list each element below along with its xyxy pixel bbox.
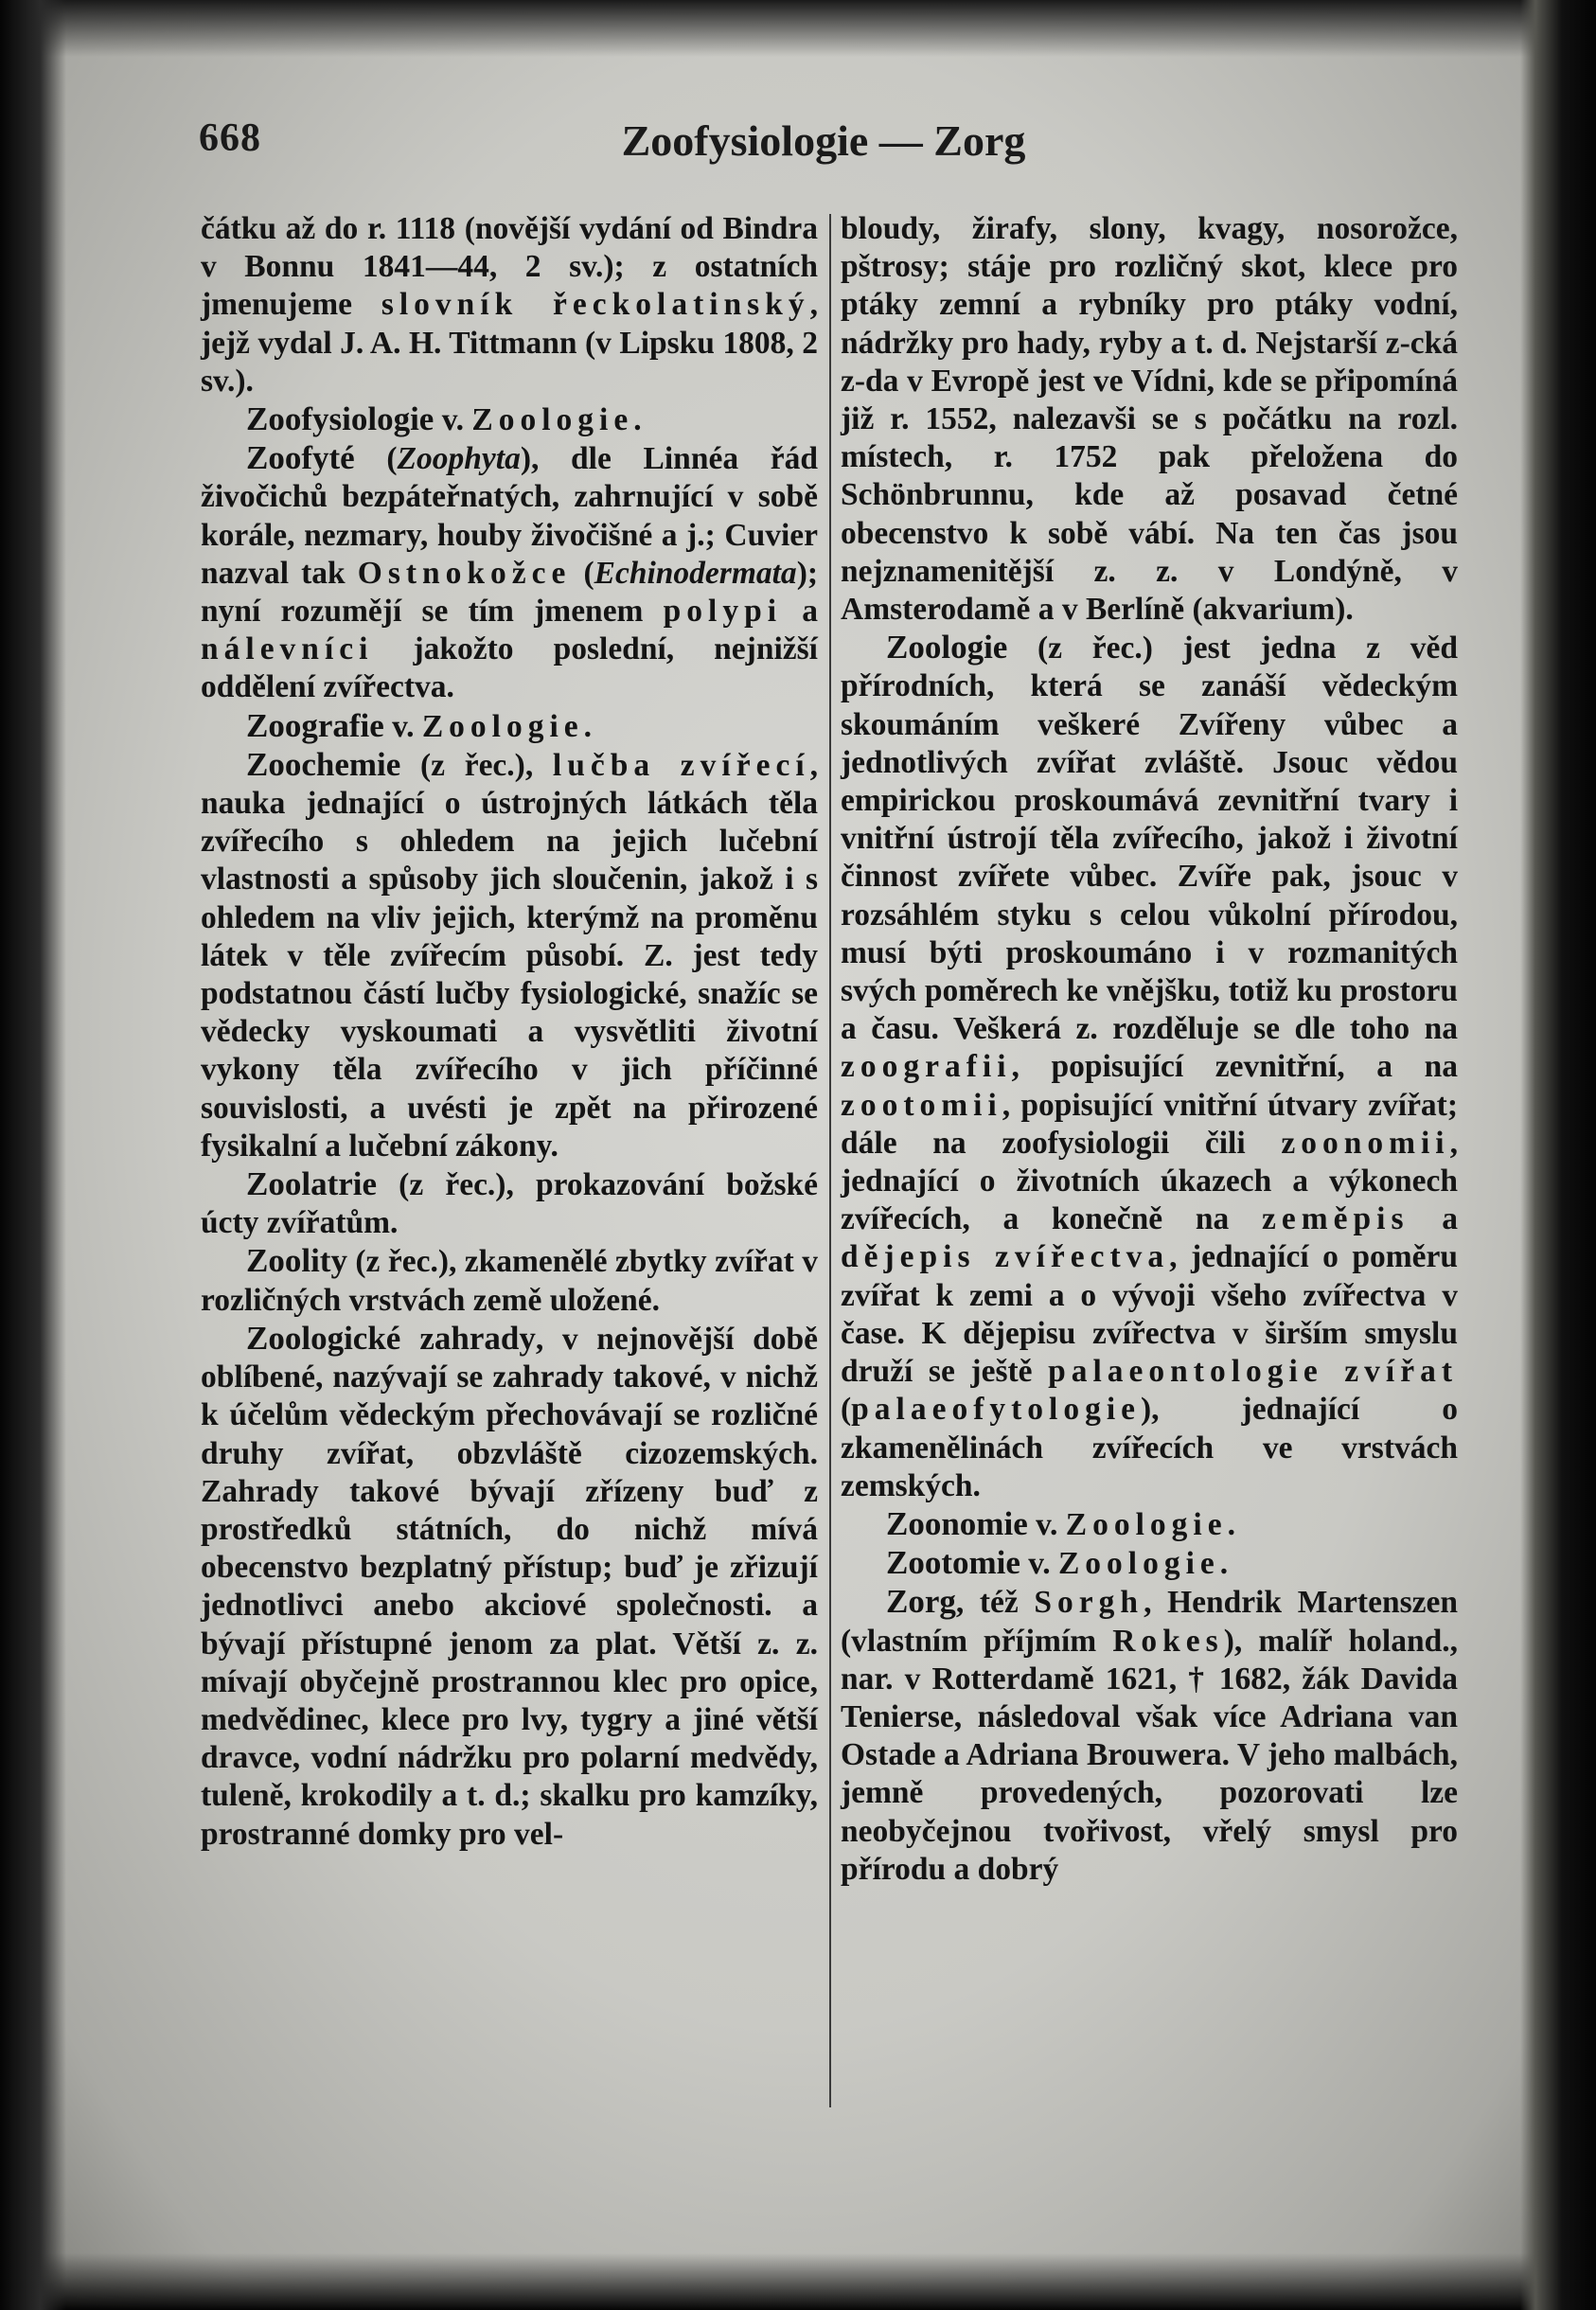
spaced-text: zootomii <box>841 1087 1002 1123</box>
text: ), jednající o zkamenělinách zvířecích ve vrstvách zemských. <box>841 1392 1458 1503</box>
entry-zoolatrie <box>201 1165 818 1242</box>
text: , v nejnovější době oblíbené, nazývají se zahrady takové, v nichž k účelům vědeckým přechovávají se rozličné druhy zvířat, obzvláště cizozemských. Zahrady takové bývají zřízeny buď z prostředků státních, do nichž mívá obecenstvo bezplatný přístup; buď je zřizují jednotlivci anebo akciové společnosti. a bývají přístupné jenom za plat. Větší z. z. mívají obyčejně prostrannou klec pro opice, medvědinec, klece pro lvy, tygry a jiné větší dravce, vodní nádržku pro polarní medvědy, tuleně, krokodily a t. d.; skalku pro kamzíky, prostranné domky pro vel- <box>201 1321 818 1852</box>
entry-zoonomie <box>841 1505 1458 1544</box>
column-divider <box>829 214 831 2107</box>
spaced-text: zoonomii <box>1281 1125 1450 1161</box>
spaced-text: nálevníci <box>201 631 374 667</box>
text: v. <box>383 708 422 744</box>
text: . <box>633 402 642 438</box>
text: ); nyní rozumějí se tím jmenem <box>201 555 818 630</box>
page-header <box>199 112 1448 169</box>
entry-zoofyte <box>201 439 818 706</box>
spaced-text: Zoologie <box>1065 1506 1228 1542</box>
text: . <box>1219 1546 1229 1582</box>
headword: Zoolity <box>246 1242 347 1280</box>
text: ( <box>841 1392 852 1428</box>
headword: Zoonomie <box>886 1504 1028 1542</box>
spaced-text: polypi <box>663 594 783 630</box>
spaced-text: zoografii <box>841 1049 1012 1085</box>
entry-zoologicke-zahrady <box>201 1320 818 1854</box>
text: , jednající o životních úkazech a výkonech zvířecích, a konečně na <box>841 1125 1458 1237</box>
text: , jednající o poměru zvířat k zemi a o vývoji všeho zvířectva v čase. K dějepisu zvířectva v širším smyslu druží se ještě <box>841 1239 1458 1390</box>
entry-zootomie <box>841 1544 1458 1583</box>
text: v. <box>434 402 472 438</box>
text: , popisující zevnitřní, a na <box>1011 1049 1458 1085</box>
headword: Zoochemie <box>246 745 401 783</box>
text: ), malíř holand., nar. v Rotterdamě 1621, † 1682, žák Davida Tenierse, následoval však více Adriana van Ostade a Adriana Brouwera. V jeho malbách, jemně provedených, pozorovati lze neobyčejnou tvořivost, vřelý smysl pro přírodu a dobrý <box>841 1623 1458 1887</box>
italic-text: Zoophyta <box>397 441 521 477</box>
spaced-text: palaeontologie zvířat <box>1048 1354 1458 1390</box>
page-number: 668 <box>199 116 261 160</box>
spaced-text: Zoologie <box>421 708 584 744</box>
spaced-text: dějepis zvířectva <box>841 1239 1170 1275</box>
entry-zoochemie <box>201 746 818 1165</box>
text: (z řec.), zkamenělé zbytky zvířat v rozličných vrstvách země uložené. <box>201 1244 818 1318</box>
text: v. <box>1020 1546 1058 1582</box>
text: ( <box>354 441 398 477</box>
spaced-text: zeměpis <box>1262 1201 1410 1237</box>
headword: Zoologie <box>886 629 1008 666</box>
text: . <box>583 708 593 744</box>
text: bloudy, žirafy, slony, kvagy, nosorožce, pštrosy; stáje pro rozličný skot, klece pro ptáky zemní a rybníky pro ptáky vodní, nádržky pro hady, ryby a t. d. Nejstarší z-cká z-da v Evropě jest ve Vídni, kde se připomíná již r. 1552, nalezavši se s počátku na rozl. místech, r. 1752 pak přeložena do Schönbrunnu, kde až posavad četné obecenstvo k sobě vábí. Na ten čas jsou nejznamenitější z. z. v Londýně, v Amsterodamě a v Berlíně (akvarium). <box>841 211 1458 628</box>
text: v. <box>1027 1506 1066 1542</box>
scan-shadow-top <box>0 0 1596 57</box>
text: (z řec.) jest jedna z věd přírodních, která se zanáší vědeckým skoumáním veškeré Zvířeny vůbec a jednotlivých zvířat zvláště. Jsouc vědou empirickou proskoumává zevnitřní tvary i vnitřní ústrojí těla zvířecího, jakož i životní činnost zvířete vůbec. Zvíře pak, jsouc v rozsáhlém styku s celou vůkolní přírodou, musí býti proskoumáno i v rozmanitých svých poměrech ke vnějšku, totiž ku prostoru a času. Veškerá z. rozděluje se dle toho na <box>841 631 1458 1047</box>
spaced-text: lučba zvířecí <box>552 747 810 783</box>
entry-zoografie <box>201 707 818 746</box>
spaced-text: slovník řeckolatinský <box>381 287 810 323</box>
spaced-text: Sorgh <box>1034 1585 1144 1621</box>
spaced-text: Zoologie <box>471 402 634 438</box>
right-column <box>841 210 1458 1889</box>
text: ), dle Linnéa řád živočichů bezpáteřnatých, zahrnující v sobě korále, nezmary, houby živočišné a j.; Cuvier nazval tak <box>201 441 818 591</box>
headword: Zootomie <box>886 1544 1020 1582</box>
text: čátku až do r. 1118 (novější vydání od Bindra v Bonnu 1841—44, 2 sv.); z ostatních jmenujeme <box>201 211 818 323</box>
headword: Zoolatrie <box>246 1165 378 1203</box>
entry-zoofysiologie <box>201 400 818 439</box>
scan-shadow-bottom <box>0 2253 1596 2310</box>
text: a <box>1409 1201 1458 1237</box>
text: a <box>782 594 819 630</box>
spaced-text: palaeofytologie <box>851 1392 1142 1428</box>
entry-zorg <box>841 1583 1458 1889</box>
text: , Hendrik Martenszen (vlastním příjmím <box>841 1585 1458 1659</box>
text: , nauka jednající o ústrojných látkách těla zvířecího s ohledem na jejich lučební vlastnosti a spůsoby jich sloučenin, jakož i s ohledem na vliv jejich, kterýmž na proměnu látek v těle zvířecím působí. Z. jest tedy podstatnou částí lučby fysiologické, snažíc se vědecky vyskoumati a vysvětliti životní vykony těla zvířecího v jich příčinné souvislosti, a uvésti je zpět na přirozené fysikalní a lučební zákony. <box>201 747 818 1164</box>
running-head: Zoofysiologie — Zorg <box>621 116 1026 165</box>
entry-zoologie <box>841 629 1458 1505</box>
headword: Zoografie <box>246 706 384 744</box>
left-column <box>201 210 818 1854</box>
spaced-text: Zoologie <box>1057 1546 1220 1582</box>
continuation-paragraph <box>841 210 1458 629</box>
text: jakožto poslední, nejnižší oddělení zvířectva. <box>201 631 818 705</box>
spaced-text: Rokes <box>1112 1623 1224 1659</box>
headword: Zoologické zahrady <box>246 1319 536 1357</box>
text: , jejž vydal J. A. H. Tittmann (v Lipsku 1808, 2 sv.). <box>201 287 818 399</box>
text: . <box>1227 1506 1235 1542</box>
text: (z řec.), <box>400 747 553 783</box>
text: , popisující vnitřní útvary zvířat; dále na zoofysiologii čili <box>841 1087 1458 1161</box>
continuation-paragraph <box>201 210 818 400</box>
headword: Zorg <box>886 1583 956 1621</box>
entry-zoolity <box>201 1242 818 1319</box>
text: ( <box>571 555 594 591</box>
text: (z řec.), prokazování božské úcty zvířatům. <box>201 1167 818 1241</box>
scan-shadow-left <box>0 0 66 2310</box>
headword: Zoofysiologie <box>246 400 434 438</box>
italic-text: Echinodermata <box>594 555 797 591</box>
spaced-text: Ostnokožce <box>357 555 572 591</box>
text: , též <box>955 1585 1035 1621</box>
headword: Zoofyté <box>246 439 355 477</box>
scan-shadow-right <box>1520 0 1596 2310</box>
